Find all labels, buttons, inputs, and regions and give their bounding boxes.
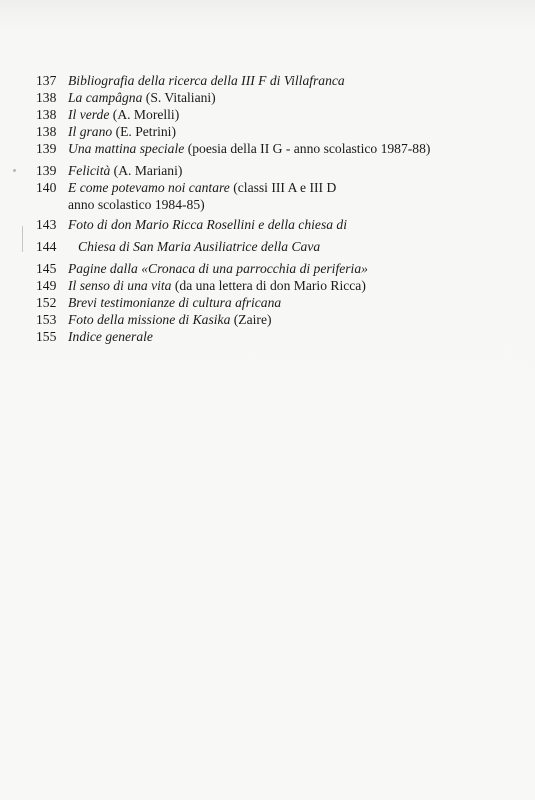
toc-page-number: 138 (36, 107, 57, 122)
toc-page-number: 139 (36, 141, 57, 156)
toc-title: E come potevamo noi cantare (68, 180, 230, 195)
toc-title: Il senso di una vita (68, 278, 172, 293)
toc-entry (36, 294, 516, 311)
toc-entry (36, 106, 516, 123)
toc-entry (36, 140, 516, 157)
toc-note: (A. Morelli) (109, 107, 180, 122)
toc-page-number: 138 (36, 90, 57, 105)
toc-note: (A. Mariani) (110, 163, 183, 178)
toc-page-number: 155 (36, 329, 57, 344)
toc-title: Foto della missione di Kasika (68, 312, 231, 327)
toc-entry (36, 311, 516, 328)
toc-title: Il grano (68, 124, 113, 139)
toc-entry (36, 179, 516, 196)
margin-speck (13, 169, 16, 172)
toc-title: Chiesa di San Maria Ausiliatrice della Cava (78, 239, 321, 254)
toc-title: Felicità (68, 163, 111, 178)
toc-entry (36, 216, 516, 233)
toc-title: Una mattina speciale (68, 141, 185, 156)
toc-page-number: 145 (36, 261, 57, 276)
toc-entry (36, 260, 516, 277)
toc-page-number: 152 (36, 295, 57, 310)
toc-page-number: 143 (36, 217, 57, 232)
toc-entry (36, 162, 516, 179)
toc-note: (S. Vitaliani) (142, 90, 216, 105)
toc-entry (36, 277, 516, 294)
toc-entry (36, 123, 516, 140)
toc-page-number: 137 (36, 73, 57, 88)
toc-note: (E. Petrini) (112, 124, 176, 139)
toc-title: Foto di don Mario Ricca Rosellini e della chiesa di (68, 217, 347, 232)
margin-rule (22, 226, 23, 252)
toc-entry (36, 89, 516, 106)
toc-title: Pagine dalla «Cronaca di una parrocchia di periferia» (68, 261, 368, 276)
toc-note: (classi III A e III D (229, 180, 337, 195)
toc-page-number: 138 (36, 124, 57, 139)
toc-title: Il verde (68, 107, 110, 122)
toc-entry (36, 328, 516, 345)
toc-title: La campâgna (68, 90, 143, 105)
toc-page-number: 144 (36, 239, 57, 254)
toc-page-number: 153 (36, 312, 57, 327)
toc-entry (36, 238, 516, 255)
toc-title: Indice generale (68, 329, 153, 344)
toc-title: Bibliografia della ricerca della III F di Villafranca (68, 73, 345, 88)
toc-note: (Zaire) (230, 312, 272, 327)
table-of-contents (36, 72, 516, 345)
toc-title: Brevi testimonianze di cultura africana (68, 295, 282, 310)
toc-page-number: 139 (36, 163, 57, 178)
toc-note: (da una lettera di don Mario Ricca) (171, 278, 366, 293)
toc-entry (36, 72, 516, 89)
toc-note: (poesia della II G - anno scolastico 1987-88) (184, 141, 431, 156)
toc-page-number: 149 (36, 278, 57, 293)
toc-page-number: 140 (36, 180, 57, 195)
toc-continuation: anno scolastico 1984-85) (68, 197, 205, 212)
